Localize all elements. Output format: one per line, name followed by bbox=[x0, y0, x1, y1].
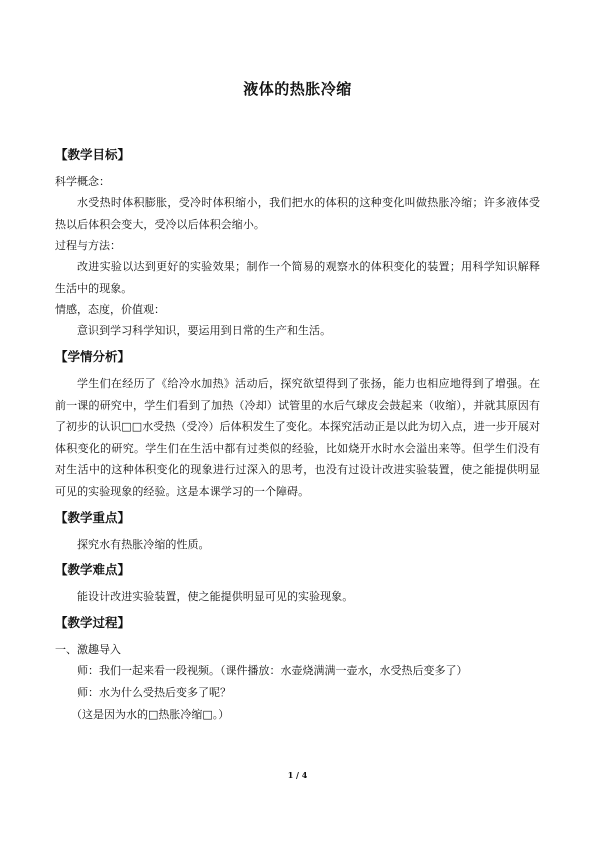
attitude-label: 情感，态度，价值观： bbox=[55, 303, 165, 317]
section-process bbox=[55, 614, 540, 725]
method-text: 改进实验以达到更好的实验效果；制作一个简易的观察水的体积变化的装置；用科学知识解释生活中的现象。 bbox=[55, 260, 540, 295]
document-body bbox=[55, 146, 540, 731]
page-number: 1 / 4 bbox=[287, 770, 308, 780]
section-key-points bbox=[55, 509, 540, 556]
section-heading: 【教学重点】 bbox=[55, 509, 131, 525]
section-analysis bbox=[55, 348, 540, 503]
section-heading: 【教学难点】 bbox=[55, 562, 131, 578]
section-heading: 【学情分析】 bbox=[55, 348, 131, 364]
section-objectives bbox=[55, 146, 540, 342]
dialogue-line: 师：水为什么受热后变多了呢？ bbox=[77, 685, 231, 699]
key-points-text: 探究水有热胀冷缩的性质。 bbox=[77, 537, 210, 551]
section-difficulties bbox=[55, 561, 540, 608]
dialogue-line: 师：我们一起来看一段视频。（课件播放：水壶烧满满一壶水，水受热后变多了） bbox=[77, 664, 468, 678]
analysis-text: 学生们在经历了《给冷水加热》活动后，探究欲望得到了张扬，能力也相应地得到了增强。在前一课的研究中，学生们看到了加热（冷却）试管里的水后气球皮会鼓起来（收缩），并就其原因有了初步的认识□□水受热（受冷）后体积发生了变化。本探究活动正是以此为切入点，进一步开展对体积变化的研究。学生们在生活中都有过类似的经验，比如烧开水时水会溢出来等。但学生们没有对生活中的这种体积变化的现象进行过深入的思考，也没有过设计改进实验装置，使之能提供明显可见的实验现象的经验。这是本课学习的一个障碍。 bbox=[55, 376, 540, 498]
dialogue-line: （这是因为水的□热胀冷缩□。） bbox=[71, 707, 230, 721]
section-heading: 【教学过程】 bbox=[55, 614, 131, 630]
method-label: 过程与方法： bbox=[55, 239, 121, 253]
section-heading: 【教学目标】 bbox=[55, 147, 131, 162]
page-title: 液体的热胀冷缩 bbox=[243, 80, 352, 98]
process-step-1: 一、激趣导入 bbox=[55, 642, 121, 656]
concept-label: 科学概念： bbox=[55, 175, 110, 188]
concept-text: 水受热时体积膨胀，受冷时体积缩小，我们把水的体积的这种变化叫做热胀冷缩；许多液体受热以后体积会变大，受冷以后体积会缩小。 bbox=[55, 196, 540, 231]
difficulties-text: 能设计改进实验装置，使之能提供明显可见的实验现象。 bbox=[77, 590, 354, 604]
attitude-text: 意识到学习科学知识，要运用到日常的生产和生活。 bbox=[77, 324, 332, 338]
